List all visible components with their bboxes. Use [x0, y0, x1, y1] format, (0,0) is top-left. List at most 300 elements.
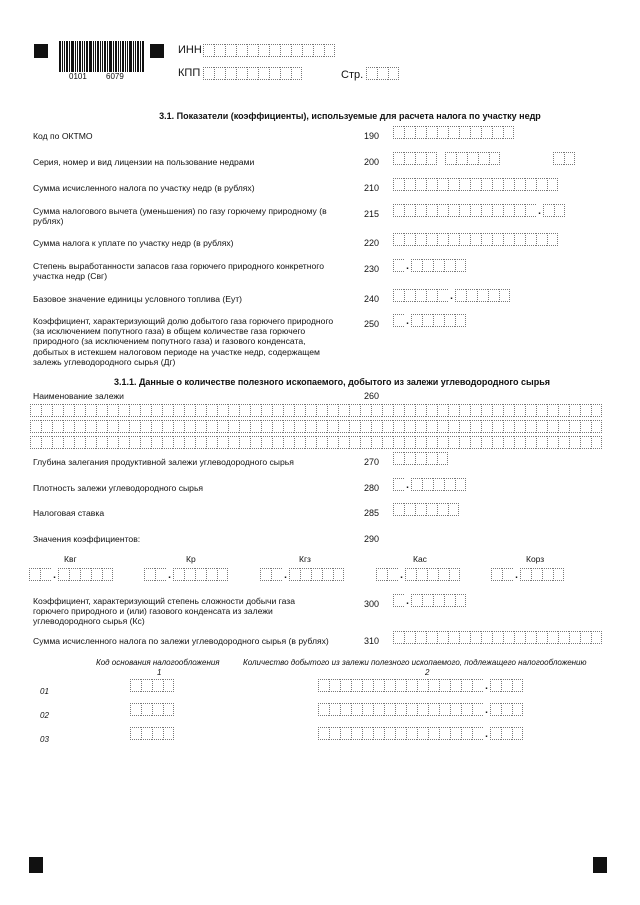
page-number-field[interactable]	[366, 67, 399, 80]
input-cell[interactable]	[554, 204, 565, 217]
input-cell[interactable]	[382, 420, 393, 433]
input-cell[interactable]	[384, 703, 395, 716]
input-cell[interactable]	[525, 204, 536, 217]
input-cell[interactable]	[450, 679, 461, 692]
input-cell[interactable]	[74, 420, 85, 433]
input-cell[interactable]	[426, 436, 437, 449]
input-cell[interactable]	[311, 568, 322, 581]
input-cell[interactable]	[393, 204, 404, 217]
input-cell[interactable]	[536, 233, 547, 246]
input-cell[interactable]	[373, 679, 384, 692]
input-cell[interactable]	[448, 404, 459, 417]
input-cell[interactable]	[564, 152, 575, 165]
input-cell[interactable]	[30, 404, 41, 417]
input-cell[interactable]	[327, 420, 338, 433]
input-cell[interactable]	[107, 404, 118, 417]
input-cell[interactable]	[393, 314, 404, 327]
input-cell[interactable]	[558, 436, 569, 449]
input-cell[interactable]	[280, 67, 291, 80]
input-cell[interactable]	[437, 503, 448, 516]
input-cell[interactable]	[362, 727, 373, 740]
input-cell[interactable]	[152, 679, 163, 692]
table-row-02-col1-field[interactable]	[130, 703, 174, 716]
input-cell[interactable]	[547, 178, 558, 191]
input-cell[interactable]	[459, 404, 470, 417]
depth-field[interactable]	[393, 452, 448, 465]
input-cell[interactable]	[416, 568, 427, 581]
input-cell[interactable]	[236, 67, 247, 80]
input-cell[interactable]	[547, 404, 558, 417]
input-cell[interactable]	[558, 404, 569, 417]
input-cell[interactable]	[415, 420, 426, 433]
input-cell[interactable]	[466, 289, 477, 302]
input-cell[interactable]	[305, 436, 316, 449]
input-cell[interactable]	[130, 703, 141, 716]
input-cell[interactable]	[74, 404, 85, 417]
input-cell[interactable]	[173, 568, 184, 581]
input-cell[interactable]	[338, 404, 349, 417]
input-cell[interactable]	[318, 679, 329, 692]
input-cell[interactable]	[29, 568, 40, 581]
input-cell[interactable]	[140, 436, 151, 449]
input-cell[interactable]	[261, 404, 272, 417]
input-cell[interactable]	[58, 568, 69, 581]
input-cell[interactable]	[477, 289, 488, 302]
input-cell[interactable]	[547, 420, 558, 433]
input-cell[interactable]	[236, 44, 247, 57]
input-cell[interactable]	[503, 631, 514, 644]
input-cell[interactable]	[329, 727, 340, 740]
input-cell[interactable]	[129, 420, 140, 433]
input-cell[interactable]	[502, 568, 513, 581]
input-cell[interactable]	[427, 568, 438, 581]
input-cell[interactable]	[433, 594, 444, 607]
input-cell[interactable]	[102, 568, 113, 581]
input-cell[interactable]	[225, 44, 236, 57]
input-cell[interactable]	[283, 420, 294, 433]
coef-kgz-field[interactable]	[260, 568, 344, 581]
input-cell[interactable]	[362, 679, 373, 692]
input-cell[interactable]	[580, 631, 591, 644]
input-cell[interactable]	[481, 436, 492, 449]
input-cell[interactable]	[470, 436, 481, 449]
input-cell[interactable]	[371, 420, 382, 433]
input-cell[interactable]	[214, 67, 225, 80]
input-cell[interactable]	[490, 679, 501, 692]
input-cell[interactable]	[360, 404, 371, 417]
input-cell[interactable]	[162, 420, 173, 433]
input-cell[interactable]	[393, 436, 404, 449]
input-cell[interactable]	[195, 568, 206, 581]
input-cell[interactable]	[415, 404, 426, 417]
input-cell[interactable]	[428, 703, 439, 716]
input-cell[interactable]	[294, 420, 305, 433]
input-cell[interactable]	[514, 436, 525, 449]
input-cell[interactable]	[214, 44, 225, 57]
input-cell[interactable]	[558, 631, 569, 644]
input-cell[interactable]	[404, 152, 415, 165]
input-cell[interactable]	[302, 44, 313, 57]
input-cell[interactable]	[228, 436, 239, 449]
input-cell[interactable]	[525, 178, 536, 191]
input-cell[interactable]	[536, 436, 547, 449]
input-cell[interactable]	[438, 568, 449, 581]
input-cell[interactable]	[261, 420, 272, 433]
table-row-03-col1-field[interactable]	[130, 727, 174, 740]
input-cell[interactable]	[184, 568, 195, 581]
input-cell[interactable]	[217, 404, 228, 417]
input-cell[interactable]	[520, 568, 531, 581]
input-cell[interactable]	[426, 233, 437, 246]
input-cell[interactable]	[461, 703, 472, 716]
input-cell[interactable]	[470, 404, 481, 417]
input-cell[interactable]	[373, 727, 384, 740]
input-cell[interactable]	[316, 420, 327, 433]
input-cell[interactable]	[30, 436, 41, 449]
input-cell[interactable]	[455, 289, 466, 302]
deposit-name-field-line-2[interactable]	[30, 420, 602, 433]
input-cell[interactable]	[393, 152, 404, 165]
input-cell[interactable]	[456, 152, 467, 165]
input-cell[interactable]	[195, 420, 206, 433]
input-cell[interactable]	[503, 126, 514, 139]
input-cell[interactable]	[461, 679, 472, 692]
input-cell[interactable]	[580, 404, 591, 417]
input-cell[interactable]	[318, 727, 329, 740]
input-cell[interactable]	[437, 233, 448, 246]
input-cell[interactable]	[329, 703, 340, 716]
input-cell[interactable]	[349, 436, 360, 449]
input-cell[interactable]	[324, 44, 335, 57]
input-cell[interactable]	[426, 152, 437, 165]
input-cell[interactable]	[239, 436, 250, 449]
input-cell[interactable]	[333, 568, 344, 581]
input-cell[interactable]	[349, 420, 360, 433]
input-cell[interactable]	[437, 436, 448, 449]
complexity-field[interactable]	[393, 594, 466, 607]
input-cell[interactable]	[439, 679, 450, 692]
input-cell[interactable]	[492, 404, 503, 417]
input-cell[interactable]	[415, 204, 426, 217]
input-cell[interactable]	[85, 420, 96, 433]
input-cell[interactable]	[492, 420, 503, 433]
input-cell[interactable]	[428, 679, 439, 692]
input-cell[interactable]	[247, 44, 258, 57]
input-cell[interactable]	[501, 727, 512, 740]
input-cell[interactable]	[163, 703, 174, 716]
input-cell[interactable]	[481, 178, 492, 191]
input-cell[interactable]	[393, 289, 404, 302]
input-cell[interactable]	[514, 631, 525, 644]
input-cell[interactable]	[426, 631, 437, 644]
input-cell[interactable]	[322, 568, 333, 581]
input-cell[interactable]	[514, 233, 525, 246]
input-cell[interactable]	[489, 152, 500, 165]
input-cell[interactable]	[258, 67, 269, 80]
input-cell[interactable]	[393, 503, 404, 516]
input-cell[interactable]	[490, 703, 501, 716]
input-cell[interactable]	[417, 727, 428, 740]
input-cell[interactable]	[404, 289, 415, 302]
input-cell[interactable]	[437, 631, 448, 644]
input-cell[interactable]	[404, 404, 415, 417]
input-cell[interactable]	[382, 436, 393, 449]
input-cell[interactable]	[569, 420, 580, 433]
input-cell[interactable]	[272, 436, 283, 449]
input-cell[interactable]	[152, 727, 163, 740]
input-cell[interactable]	[503, 178, 514, 191]
input-cell[interactable]	[514, 204, 525, 217]
input-cell[interactable]	[129, 436, 140, 449]
input-cell[interactable]	[338, 420, 349, 433]
input-cell[interactable]	[371, 404, 382, 417]
input-cell[interactable]	[206, 404, 217, 417]
input-cell[interactable]	[52, 404, 63, 417]
input-cell[interactable]	[338, 436, 349, 449]
input-cell[interactable]	[481, 420, 492, 433]
input-cell[interactable]	[426, 452, 437, 465]
input-cell[interactable]	[481, 631, 492, 644]
input-cell[interactable]	[406, 727, 417, 740]
input-cell[interactable]	[428, 727, 439, 740]
input-cell[interactable]	[525, 631, 536, 644]
input-cell[interactable]	[492, 631, 503, 644]
input-cell[interactable]	[118, 420, 129, 433]
input-cell[interactable]	[300, 568, 311, 581]
input-cell[interactable]	[351, 727, 362, 740]
input-cell[interactable]	[360, 436, 371, 449]
input-cell[interactable]	[406, 703, 417, 716]
input-cell[interactable]	[250, 404, 261, 417]
coef-korz-field[interactable]	[491, 568, 564, 581]
input-cell[interactable]	[448, 126, 459, 139]
input-cell[interactable]	[415, 233, 426, 246]
input-cell[interactable]	[360, 420, 371, 433]
input-cell[interactable]	[141, 727, 152, 740]
input-cell[interactable]	[470, 631, 481, 644]
input-cell[interactable]	[225, 67, 236, 80]
input-cell[interactable]	[41, 420, 52, 433]
inn-field[interactable]	[203, 44, 335, 57]
input-cell[interactable]	[289, 568, 300, 581]
input-cell[interactable]	[404, 452, 415, 465]
input-cell[interactable]	[152, 703, 163, 716]
input-cell[interactable]	[437, 204, 448, 217]
input-cell[interactable]	[488, 289, 499, 302]
input-cell[interactable]	[553, 568, 564, 581]
input-cell[interactable]	[422, 478, 433, 491]
oktmo-field[interactable]	[393, 126, 514, 139]
input-cell[interactable]	[91, 568, 102, 581]
input-cell[interactable]	[129, 404, 140, 417]
depletion-field[interactable]	[393, 259, 466, 272]
input-cell[interactable]	[184, 436, 195, 449]
input-cell[interactable]	[437, 178, 448, 191]
input-cell[interactable]	[107, 436, 118, 449]
input-cell[interactable]	[130, 679, 141, 692]
input-cell[interactable]	[492, 233, 503, 246]
input-cell[interactable]	[503, 404, 514, 417]
input-cell[interactable]	[444, 478, 455, 491]
input-cell[interactable]	[448, 233, 459, 246]
input-cell[interactable]	[472, 703, 483, 716]
input-cell[interactable]	[228, 420, 239, 433]
input-cell[interactable]	[393, 452, 404, 465]
input-cell[interactable]	[239, 420, 250, 433]
input-cell[interactable]	[459, 420, 470, 433]
input-cell[interactable]	[439, 703, 450, 716]
table-row-03-col2-field[interactable]	[318, 727, 523, 740]
input-cell[interactable]	[426, 126, 437, 139]
input-cell[interactable]	[393, 233, 404, 246]
input-cell[interactable]	[141, 679, 152, 692]
input-cell[interactable]	[525, 233, 536, 246]
input-cell[interactable]	[499, 289, 510, 302]
input-cell[interactable]	[206, 568, 217, 581]
input-cell[interactable]	[481, 204, 492, 217]
input-cell[interactable]	[448, 503, 459, 516]
input-cell[interactable]	[162, 436, 173, 449]
input-cell[interactable]	[406, 679, 417, 692]
input-cell[interactable]	[426, 178, 437, 191]
input-cell[interactable]	[512, 679, 523, 692]
input-cell[interactable]	[52, 420, 63, 433]
input-cell[interactable]	[80, 568, 91, 581]
tax-payable-field[interactable]	[393, 233, 558, 246]
input-cell[interactable]	[525, 404, 536, 417]
input-cell[interactable]	[260, 568, 271, 581]
input-cell[interactable]	[173, 436, 184, 449]
input-cell[interactable]	[455, 314, 466, 327]
input-cell[interactable]	[525, 420, 536, 433]
input-cell[interactable]	[283, 404, 294, 417]
input-cell[interactable]	[569, 404, 580, 417]
input-cell[interactable]	[283, 436, 294, 449]
input-cell[interactable]	[411, 314, 422, 327]
input-cell[interactable]	[387, 568, 398, 581]
input-cell[interactable]	[531, 568, 542, 581]
gas-share-field[interactable]	[393, 314, 466, 327]
input-cell[interactable]	[203, 44, 214, 57]
deposit-tax-sum-field[interactable]	[393, 631, 602, 644]
input-cell[interactable]	[503, 420, 514, 433]
input-cell[interactable]	[291, 67, 302, 80]
input-cell[interactable]	[470, 178, 481, 191]
input-cell[interactable]	[503, 233, 514, 246]
input-cell[interactable]	[591, 436, 602, 449]
input-cell[interactable]	[542, 568, 553, 581]
input-cell[interactable]	[426, 404, 437, 417]
input-cell[interactable]	[393, 420, 404, 433]
input-cell[interactable]	[459, 233, 470, 246]
input-cell[interactable]	[206, 420, 217, 433]
input-cell[interactable]	[173, 404, 184, 417]
input-cell[interactable]	[501, 679, 512, 692]
input-cell[interactable]	[393, 178, 404, 191]
input-cell[interactable]	[272, 420, 283, 433]
input-cell[interactable]	[388, 67, 399, 80]
input-cell[interactable]	[411, 478, 422, 491]
input-cell[interactable]	[512, 727, 523, 740]
input-cell[interactable]	[444, 259, 455, 272]
input-cell[interactable]	[580, 420, 591, 433]
input-cell[interactable]	[63, 404, 74, 417]
input-cell[interactable]	[470, 126, 481, 139]
input-cell[interactable]	[415, 436, 426, 449]
input-cell[interactable]	[422, 594, 433, 607]
input-cell[interactable]	[470, 204, 481, 217]
input-cell[interactable]	[461, 727, 472, 740]
input-cell[interactable]	[491, 568, 502, 581]
input-cell[interactable]	[305, 420, 316, 433]
input-cell[interactable]	[195, 404, 206, 417]
input-cell[interactable]	[448, 436, 459, 449]
input-cell[interactable]	[478, 152, 489, 165]
input-cell[interactable]	[144, 568, 155, 581]
input-cell[interactable]	[448, 631, 459, 644]
input-cell[interactable]	[437, 404, 448, 417]
input-cell[interactable]	[448, 178, 459, 191]
kpp-field[interactable]	[203, 67, 302, 80]
input-cell[interactable]	[30, 420, 41, 433]
input-cell[interactable]	[415, 152, 426, 165]
input-cell[interactable]	[547, 233, 558, 246]
input-cell[interactable]	[437, 126, 448, 139]
input-cell[interactable]	[455, 259, 466, 272]
input-cell[interactable]	[376, 568, 387, 581]
input-cell[interactable]	[459, 126, 470, 139]
input-cell[interactable]	[569, 436, 580, 449]
input-cell[interactable]	[411, 259, 422, 272]
input-cell[interactable]	[591, 420, 602, 433]
input-cell[interactable]	[591, 631, 602, 644]
input-cell[interactable]	[217, 568, 228, 581]
input-cell[interactable]	[239, 404, 250, 417]
input-cell[interactable]	[437, 452, 448, 465]
license-series-field[interactable]	[393, 152, 437, 165]
input-cell[interactable]	[455, 594, 466, 607]
input-cell[interactable]	[514, 178, 525, 191]
input-cell[interactable]	[501, 703, 512, 716]
input-cell[interactable]	[404, 178, 415, 191]
input-cell[interactable]	[373, 703, 384, 716]
input-cell[interactable]	[481, 404, 492, 417]
input-cell[interactable]	[40, 568, 51, 581]
input-cell[interactable]	[514, 404, 525, 417]
input-cell[interactable]	[151, 404, 162, 417]
input-cell[interactable]	[404, 204, 415, 217]
input-cell[interactable]	[437, 289, 448, 302]
input-cell[interactable]	[459, 436, 470, 449]
input-cell[interactable]	[417, 679, 428, 692]
input-cell[interactable]	[316, 404, 327, 417]
license-type-field[interactable]	[553, 152, 575, 165]
input-cell[interactable]	[340, 703, 351, 716]
input-cell[interactable]	[305, 404, 316, 417]
coef-kas-field[interactable]	[376, 568, 460, 581]
input-cell[interactable]	[96, 404, 107, 417]
input-cell[interactable]	[503, 436, 514, 449]
deposit-name-field-line-3[interactable]	[30, 436, 602, 449]
input-cell[interactable]	[258, 44, 269, 57]
input-cell[interactable]	[481, 126, 492, 139]
input-cell[interactable]	[404, 126, 415, 139]
input-cell[interactable]	[426, 204, 437, 217]
input-cell[interactable]	[271, 568, 282, 581]
input-cell[interactable]	[313, 44, 324, 57]
input-cell[interactable]	[250, 436, 261, 449]
input-cell[interactable]	[269, 44, 280, 57]
